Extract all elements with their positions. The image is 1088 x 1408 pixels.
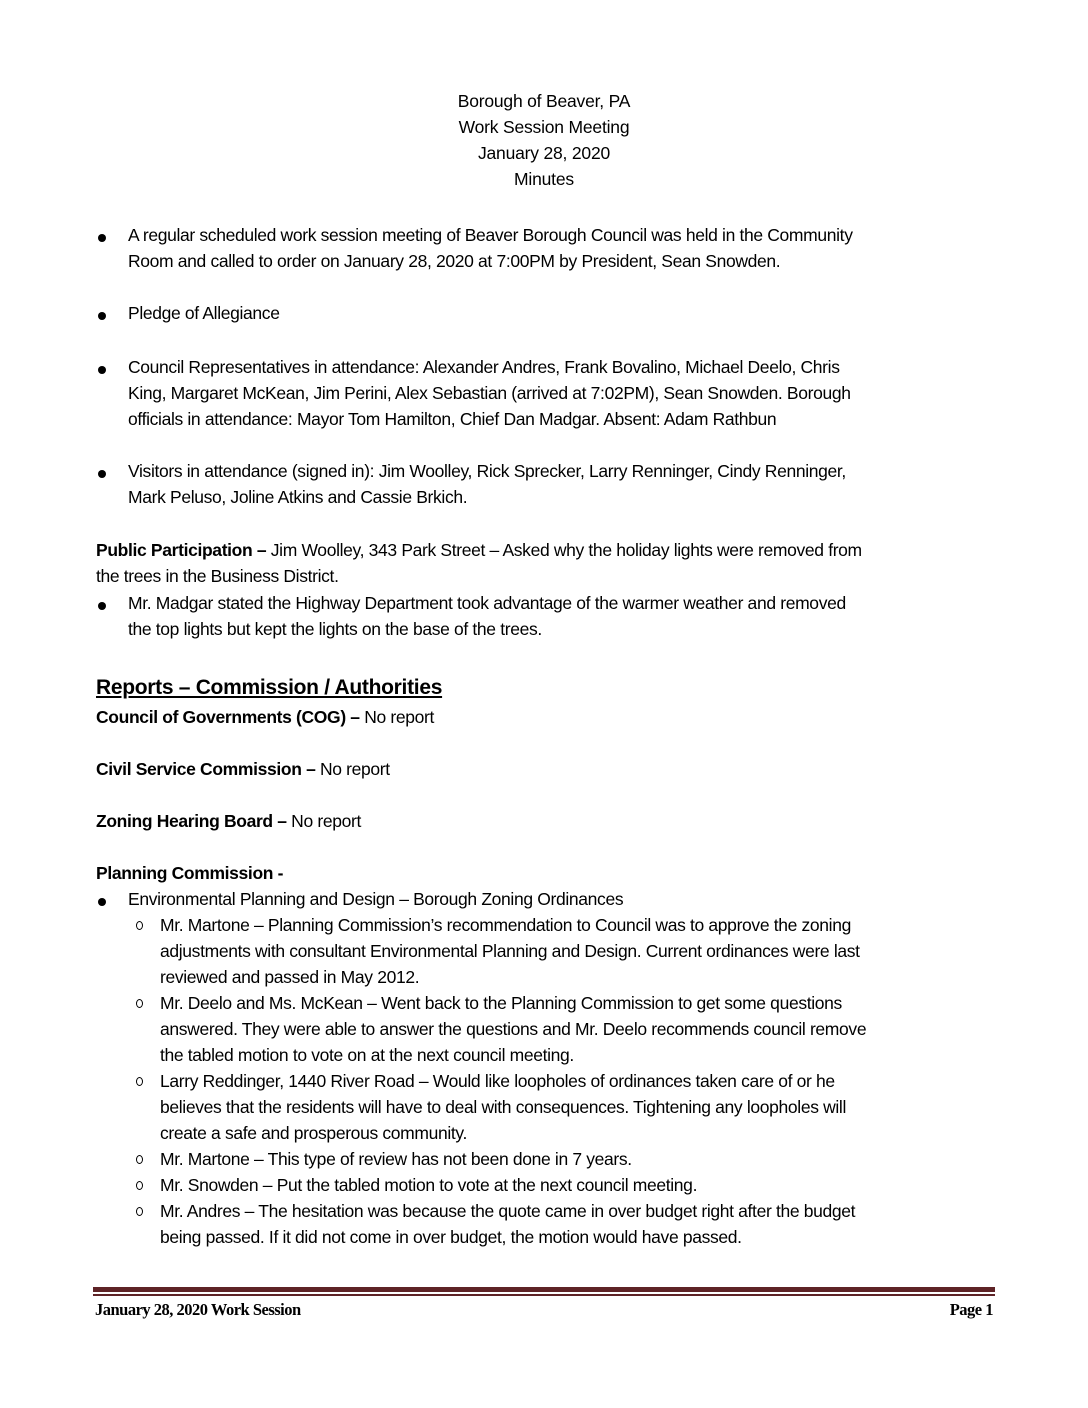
reddinger-line-2: believes that the residents will have to deal with consequences. Tightening any loopholes will [160,1097,847,1117]
attendance-line-1: Council Representatives in attendance: Alexander Andres, Frank Bovalino, Michael Deelo, Chris [128,357,840,377]
visitors-line-2: Mark Peluso, Joline Atkins and Cassie Brkich. [128,487,468,507]
deelo-mckean-line-1: Mr. Deelo and Ms. McKean – Went back to the Planning Commission to get some questions [160,993,842,1013]
pledge-of-allegiance: Pledge of Allegiance [128,303,280,323]
martone-review-line: Mr. Martone – This type of review has not been done in 7 years. [160,1149,632,1169]
attendance-line-3: officials in attendance: Mayor Tom Hamilton, Chief Dan Madgar. Absent: Adam Rathbun [128,409,777,429]
report-zoning-label: Zoning Hearing Board – [96,811,287,831]
reddinger-line-3: create a safe and prosperous community. [160,1123,468,1143]
bullet-icon [98,898,106,906]
report-cog-value: No report [359,707,435,727]
bullet-icon [98,366,106,374]
public-participation-label: Public Participation – [96,540,267,560]
madgar-response-line-1: Mr. Madgar stated the Highway Department took advantage of the warmer weather and removed [128,593,846,613]
report-civil-service-label: Civil Service Commission – [96,759,316,779]
planning-bullet: Environmental Planning and Design – Borough Zoning Ordinances [128,889,624,909]
report-civil-service-value: No report [315,759,390,779]
document-title-block [0,88,1088,192]
sub-bullet-icon [136,1181,143,1190]
call-to-order-line-2: Room and called to order on January 28, 2020 at 7:00PM by President, Sean Snowden. [128,251,781,271]
footer-rule-thin [93,1294,995,1296]
visitors-line-1: Visitors in attendance (signed in): Jim Woolley, Rick Sprecker, Larry Renninger, Cindy Renninger, [128,461,846,481]
bullet-icon [98,602,106,610]
report-zoning [96,808,361,834]
title-minutes: Minutes [514,169,574,189]
madgar-response-line-2: the top lights but kept the lights on the base of the trees. [128,619,542,639]
andres-line-1: Mr. Andres – The hesitation was because the quote came in over budget right after the budget [160,1201,856,1221]
attendance-line-2: King, Margaret McKean, Jim Perini, Alex Sebastian (arrived at 7:02PM), Sean Snowden. Borough [128,383,851,403]
reports-heading: Reports – Commission / Authorities [96,676,443,699]
deelo-mckean-line-3: the tabled motion to vote on at the next council meeting. [160,1045,574,1065]
footer-date: January 28, 2020 Work Session [95,1300,301,1319]
public-participation-line-1 [96,537,862,563]
report-zoning-value: No report [286,811,361,831]
deelo-mckean-line-2: answered. They were able to answer the questions and Mr. Deelo recommends council remove [160,1019,867,1039]
sub-bullet-icon [136,1077,143,1086]
title-borough: Borough of Beaver, PA [457,91,631,111]
reddinger-line-1: Larry Reddinger, 1440 River Road – Would like loopholes of ordinances taken care of or he [160,1071,835,1091]
footer-page-number: Page 1 [949,1300,993,1319]
martone-line-1: Mr. Martone – Planning Commission’s recommendation to Council was to approve the zoning [160,915,851,935]
bullet-icon [98,312,106,320]
public-participation-line-2: the trees in the Business District. [96,566,339,586]
martone-line-2: adjustments with consultant Environmental Planning and Design. Current ordinances were last [160,941,860,961]
report-cog [96,704,434,730]
martone-line-3: reviewed and passed in May 2012. [160,967,420,987]
bullet-icon [98,234,106,242]
title-meeting-type: Work Session Meeting [458,117,630,137]
report-cog-label: Council of Governments (COG) – [96,707,360,727]
sub-bullet-icon [136,1155,143,1164]
sub-bullet-icon [136,999,143,1008]
sub-bullet-icon [136,1207,143,1216]
planning-commission-label: Planning Commission - [96,863,284,883]
sub-bullet-icon [136,921,143,930]
report-civil-service [96,756,390,782]
andres-line-2: being passed. If it did not come in over budget, the motion would have passed. [160,1227,742,1247]
snowden-line: Mr. Snowden – Put the tabled motion to vote at the next council meeting. [160,1175,698,1195]
footer-rule-thick [93,1287,995,1292]
public-participation-text: Jim Woolley, 343 Park Street – Asked why the holiday lights were removed from [266,540,862,560]
title-date: January 28, 2020 [477,143,611,163]
bullet-icon [98,470,106,478]
call-to-order-line-1: A regular scheduled work session meeting of Beaver Borough Council was held in the Community [128,225,853,245]
